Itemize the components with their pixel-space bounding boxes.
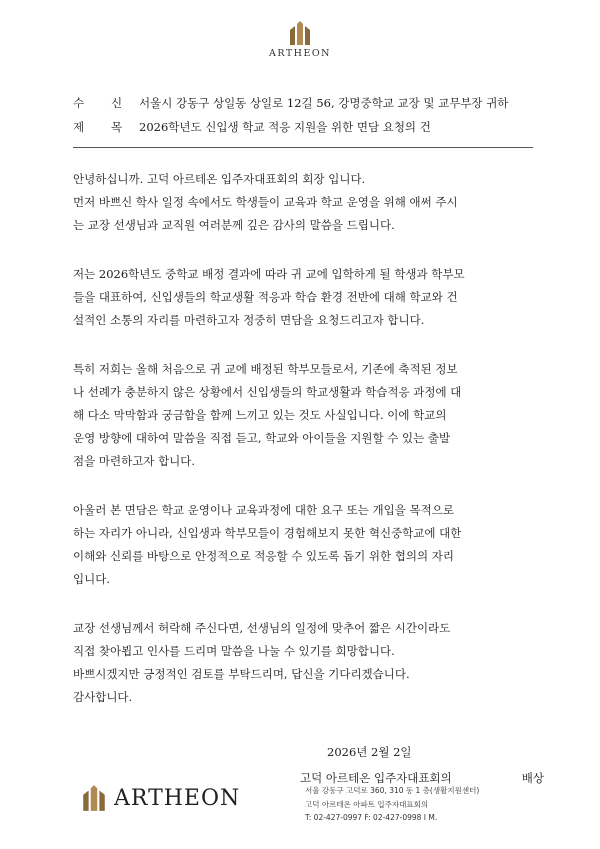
- paragraph-background: [73, 358, 543, 473]
- artheon-building-icon: [80, 784, 108, 812]
- body-line: 해 다소 막막함과 궁금함을 함께 느끼고 있는 것도 사실입니다. 이에 학교의: [73, 408, 447, 422]
- letter-body: [73, 168, 543, 709]
- body-line: 운영 방향에 대하여 말씀을 직접 듣고, 학교와 아이들을 지원할 수 있는 출발: [73, 431, 451, 445]
- body-line: 는 교장 선생님과 교직원 여러분께 깊은 감사의 말씀을 드립니다.: [73, 218, 395, 232]
- body-line: 점을 마련하고자 합니다.: [73, 454, 196, 468]
- paragraph-purpose: [73, 499, 543, 591]
- top-logo: [0, 20, 600, 59]
- body-line: 안녕하십니까. 고덕 아르테온 입주자대표회의 회장 입니다.: [73, 172, 366, 186]
- subject-label: 제 목: [73, 120, 123, 134]
- body-line: 설적인 소통의 자리를 마련하고자 정중히 면담을 요청드리고자 합니다.: [73, 313, 425, 327]
- body-line: 특히 저희는 올해 처음으로 귀 교에 배정된 학부모들로서, 기존에 축적된 정보: [73, 362, 458, 376]
- footer-org: 고덕 아르테온 아파트 입주자대표회의: [305, 799, 429, 809]
- recipient-label: 수 신: [73, 96, 123, 110]
- paragraph-request: [73, 263, 543, 332]
- body-line: 이해와 신뢰를 바탕으로 안정적으로 적응할 수 있도록 돕기 위한 협의의 자리: [73, 549, 454, 563]
- body-line: 들을 대표하여, 신입생들의 학교생활 적응과 학습 환경 전반에 대해 학교와 건: [73, 290, 458, 304]
- body-line: 입니다.: [73, 572, 110, 586]
- body-line: 직접 찾아뵙고 인사를 드리며 말씀을 나눌 수 있기를 희망합니다.: [73, 644, 395, 658]
- body-line: 감사합니다.: [73, 690, 133, 704]
- body-line: 아울러 본 면담은 학교 운영이나 교육과정에 대한 요구 또는 개입을 목적으로: [73, 503, 454, 517]
- body-line: 나 선례가 충분하지 않은 상황에서 신입생들의 학교생활과 학습적응 과정에 대: [73, 385, 462, 399]
- artheon-building-icon: [287, 20, 313, 46]
- sender-suffix: 배상: [521, 771, 544, 785]
- footer-address: 서울 강동구 고덕로 360, 310 동 1 층(생활지원센터): [305, 786, 480, 795]
- footer-wordmark: ARTHEON: [114, 785, 241, 811]
- body-line: 저는 2026학년도 중학교 배정 결과에 따라 귀 교에 입학하게 될 학생과 학부모: [73, 267, 465, 281]
- body-line: 바쁘시겠지만 긍정적인 검토를 부탁드리며, 답신을 기다리겠습니다.: [73, 667, 410, 681]
- sender-org: 고덕 아르테온 입주자대표회의: [300, 771, 452, 785]
- body-line: 하는 자리가 아니라, 신입생과 학부모들이 경험해보지 못한 혁신중학교에 대한: [73, 526, 462, 540]
- recipient-row: [73, 96, 508, 110]
- subject-value: 2026학년도 신입생 학교 적응 지원을 위한 면담 요청의 건: [139, 120, 431, 134]
- footer-contact: T: 02-427-0997 F: 02-427-0998 I M.: [305, 813, 438, 822]
- body-line: 먼저 바쁘신 학사 일정 속에서도 학생들이 교육과 학교 운영을 위해 애써 주시: [73, 195, 458, 209]
- body-line: 교장 선생님께서 허락해 주신다면, 선생님의 일정에 맞추어 짧은 시간이라도: [73, 621, 451, 635]
- top-logo-wordmark: ARTHEON: [268, 48, 331, 59]
- subject-row: [73, 120, 431, 134]
- footer-contact-block: [305, 784, 479, 825]
- paragraph-closing: [73, 617, 543, 709]
- letter-date: 2026년 2월 2일: [327, 745, 412, 759]
- recipient-value: 서울시 강동구 상일동 상일로 12길 56, 강명중학교 교장 및 교무부장 귀하: [139, 96, 509, 110]
- header-divider: [73, 147, 533, 148]
- footer-logo: [80, 784, 240, 812]
- paragraph-greeting: [73, 168, 543, 237]
